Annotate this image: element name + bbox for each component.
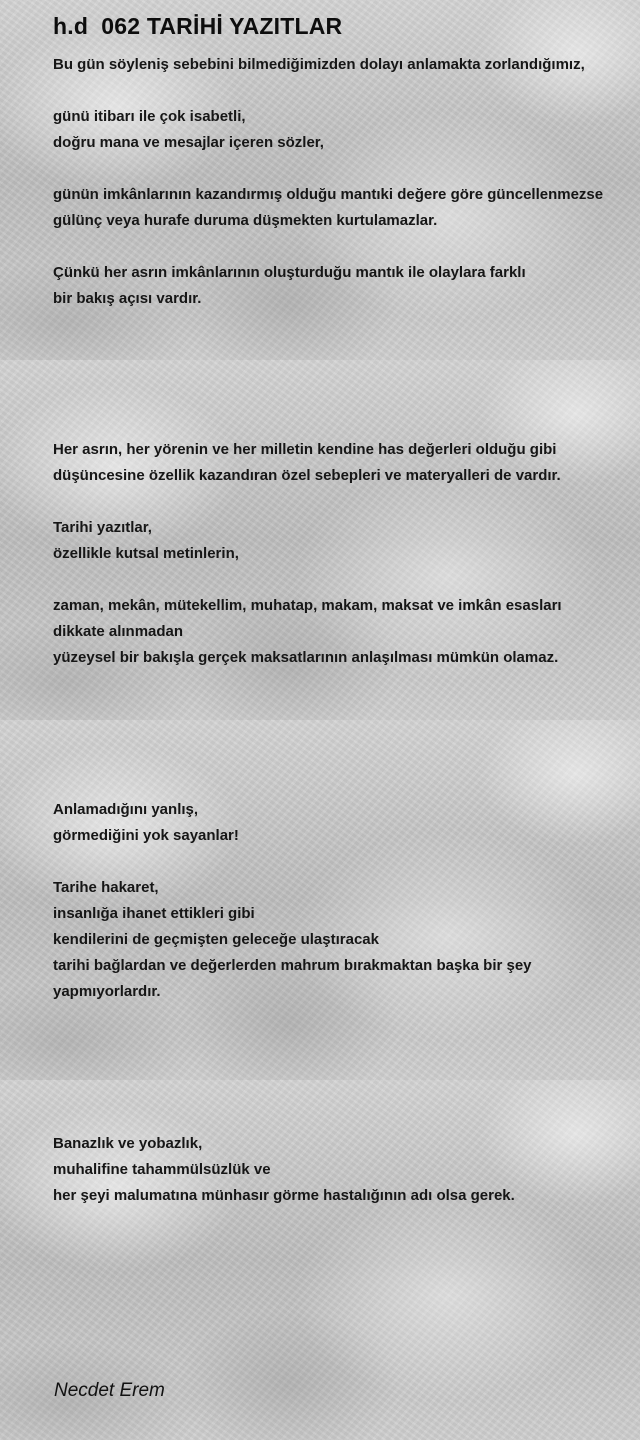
poem-panel-1	[0, 0, 640, 360]
author-signature: Necdet Erem	[54, 1380, 165, 1401]
stanza-block-2	[53, 437, 640, 671]
stanza-gap	[53, 567, 640, 593]
poem-line: doğru mana ve mesajlar içeren sözler,	[53, 134, 324, 151]
poem-line: özellikle kutsal metinlerin,	[53, 545, 239, 562]
poem-line: günün imkânlarının kazandırmış olduğu mantıki değere göre güncellenmezse	[53, 186, 604, 203]
stanza-gap	[53, 156, 640, 182]
poem-line: Çünkü her asrın imkânlarının oluşturduğu mantık ile olaylara farklı	[53, 264, 526, 281]
poem-line: tarihi bağlardan ve değerlerden mahrum bırakmaktan başka bir şey	[53, 957, 532, 974]
poem-title: h.d 062 TARİHİ YAZITLAR	[53, 13, 343, 39]
poem-line: Banazlık ve yobazlık,	[53, 1135, 203, 1152]
poem-line: dikkate alınmadan	[53, 623, 184, 640]
poem-line: yüzeysel bir bakışla gerçek maksatlarının anlaşılması mümkün olamaz.	[53, 649, 559, 666]
poem-panel-3	[0, 720, 640, 1080]
stanza-gap	[53, 78, 640, 104]
poem-line: her şeyi malumatına münhasır görme hastalığının adı olsa gerek.	[53, 1187, 515, 1204]
poem-panel-2	[0, 360, 640, 720]
poem-line: kendilerini de geçmişten geleceğe ulaştıracak	[53, 931, 379, 948]
poem-line: Her asrın, her yörenin ve her milletin kendine has değerleri olduğu gibi	[53, 441, 557, 458]
poem-line: Bu gün söyleniş sebebini bilmediğimizden dolayı anlamakta zorlandığımız,	[53, 56, 585, 73]
stanza-gap	[53, 234, 640, 260]
poem-line: muhalifine tahammülsüzlük ve	[53, 1161, 271, 1178]
stanza-block-1	[53, 52, 640, 312]
poem-line: insanlığa ihanet ettikleri gibi	[53, 905, 255, 922]
stanza-block-3	[53, 797, 640, 1005]
poem-panel-4	[0, 1080, 640, 1440]
poem-line: zaman, mekân, mütekellim, muhatap, makam, maksat ve imkân esasları	[53, 597, 562, 614]
poem-line: Tarihe hakaret,	[53, 879, 159, 896]
poem-line: düşüncesine özellik kazandıran özel sebepleri ve materyalleri de vardır.	[53, 467, 561, 484]
poem-line: gülünç veya hurafe duruma düşmekten kurtulamazlar.	[53, 212, 438, 229]
poem-line: görmediğini yok sayanlar!	[53, 827, 239, 844]
poem-line: yapmıyorlardır.	[53, 983, 161, 1000]
stanza-gap	[53, 489, 640, 515]
poem-line: Tarihi yazıtlar,	[53, 519, 152, 536]
stanza-block-4	[53, 1131, 640, 1209]
poem-line: günü itibarı ile çok isabetli,	[53, 108, 246, 125]
stanza-gap	[53, 849, 640, 875]
poem-line: Anlamadığını yanlış,	[53, 801, 199, 818]
poem-line: bir bakış açısı vardır.	[53, 290, 202, 307]
